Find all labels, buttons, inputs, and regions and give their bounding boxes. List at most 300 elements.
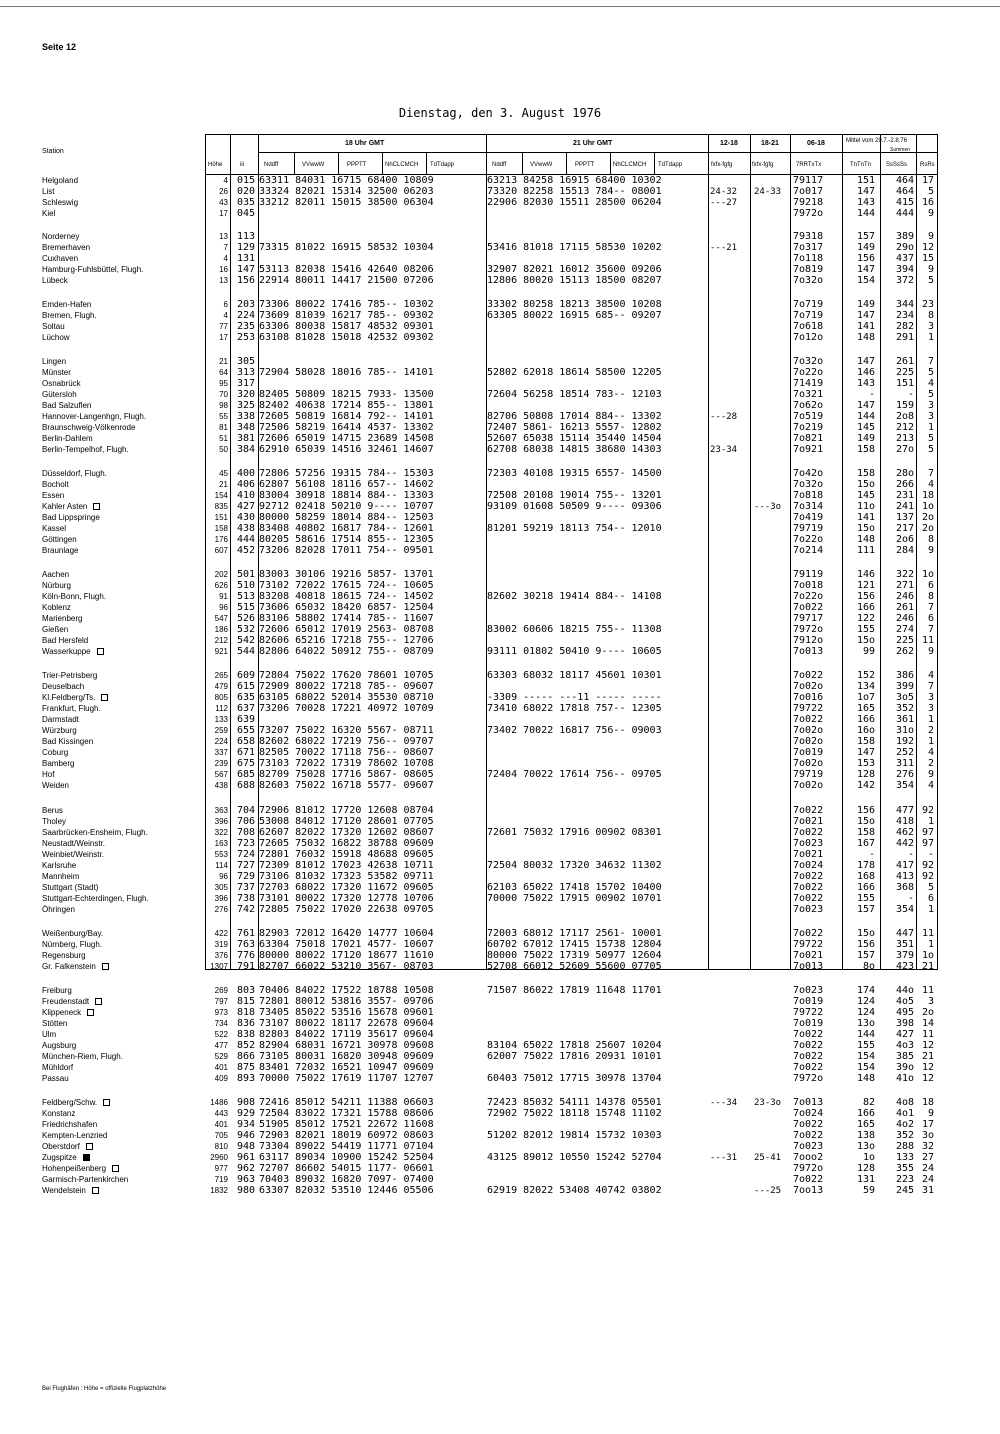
top-rule bbox=[0, 6, 1000, 7]
station-number: 962 bbox=[237, 1163, 256, 1174]
sum-r: 2o bbox=[921, 523, 934, 534]
obs-0618: 7o017 bbox=[793, 186, 824, 197]
station-height: 265 bbox=[214, 671, 228, 680]
sum-s: 477 bbox=[895, 805, 914, 816]
sum-r: 9 bbox=[927, 1108, 934, 1119]
station-height: 7 bbox=[223, 243, 228, 252]
station-number: 761 bbox=[237, 928, 256, 939]
sum-s: 231 bbox=[895, 490, 914, 501]
mean-tn: 59 bbox=[862, 1185, 875, 1196]
mean-tn: 154 bbox=[856, 275, 875, 286]
station-height: 734 bbox=[214, 1019, 228, 1028]
station-number: 818 bbox=[237, 1007, 256, 1018]
station-name: Lübeck bbox=[42, 276, 68, 285]
station-height: 21 bbox=[219, 357, 228, 366]
obs-18-utc: 73206 82028 17011 754-- 09501 bbox=[259, 545, 434, 556]
sum-s: 29o bbox=[895, 242, 914, 253]
nh-header-21: NhCLCMCH bbox=[613, 162, 647, 168]
mountain-station-marker bbox=[86, 1143, 93, 1150]
obs-0618: 7o022 bbox=[793, 805, 824, 816]
obs-21-utc: -3309 ----- ---11 ----- ----- bbox=[487, 692, 662, 703]
obs-0618: 7o22o bbox=[793, 591, 824, 602]
gust-1218: ---28 bbox=[710, 412, 738, 422]
sum-r: 9 bbox=[927, 231, 934, 242]
obs-21-utc: 72604 56258 18514 783-- 12103 bbox=[487, 389, 662, 400]
obs-21-utc: 51202 82012 19814 15732 10303 bbox=[487, 1130, 662, 1141]
mean-tn: 155 bbox=[856, 1040, 875, 1051]
gust-1218: ---34 bbox=[710, 1098, 738, 1108]
sum-r: 9 bbox=[927, 545, 934, 556]
station-height: 154 bbox=[214, 491, 228, 500]
ppptt-header-21: PPPTT bbox=[575, 162, 595, 168]
obs-18-utc: 63105 68022 52014 35530 08710 bbox=[259, 692, 434, 703]
station-height: 95 bbox=[219, 379, 228, 388]
sum-s: 423 bbox=[895, 961, 914, 972]
sum-s: 4o1 bbox=[895, 1108, 914, 1119]
station-height: 322 bbox=[214, 828, 228, 837]
station-height: 91 bbox=[219, 592, 228, 601]
mean-tn: 145 bbox=[856, 490, 875, 501]
obs-0618: 7o013 bbox=[793, 646, 824, 657]
obs-18-utc: 73315 81022 16915 58532 10304 bbox=[259, 242, 434, 253]
sum-s: 4o5 bbox=[895, 996, 914, 1007]
sum-s: 31o bbox=[895, 725, 914, 736]
station-name: Bad Kissingen bbox=[42, 737, 94, 746]
station-number: 866 bbox=[237, 1051, 256, 1062]
station-name: Essen bbox=[42, 491, 65, 500]
obs-21-utc: 60702 67012 17415 15738 12804 bbox=[487, 939, 662, 950]
station-name: Weinbiet/Weinstr. bbox=[42, 850, 104, 859]
station-name: Wasserkuppe bbox=[42, 647, 104, 656]
obs-18-utc: 72804 75022 17620 78601 10705 bbox=[259, 670, 434, 681]
station-name: Deuselbach bbox=[42, 682, 85, 691]
station-number: 948 bbox=[237, 1141, 256, 1152]
mean-tn: 154 bbox=[856, 1062, 875, 1073]
mean-tn: 154 bbox=[856, 1051, 875, 1062]
station-number: 384 bbox=[237, 444, 256, 455]
obs-18-utc: 82405 50809 18215 7933- 13500 bbox=[259, 389, 434, 400]
sum-r: 97 bbox=[921, 827, 934, 838]
sum-r: 2 bbox=[927, 758, 934, 769]
obs-0618: 7o219 bbox=[793, 422, 824, 433]
obs-0618: 7o62o bbox=[793, 400, 824, 411]
station-height: 259 bbox=[214, 726, 228, 735]
station-height: 45 bbox=[219, 469, 228, 478]
sum-s: 261 bbox=[895, 356, 914, 367]
sum-r: 5 bbox=[927, 882, 934, 893]
sum-s: 444 bbox=[895, 208, 914, 219]
station-number: 532 bbox=[237, 624, 256, 635]
obs-18-utc: 51905 85012 17521 22672 11608 bbox=[259, 1119, 434, 1130]
mean-tn: 124 bbox=[856, 996, 875, 1007]
sum-s: 284 bbox=[895, 545, 914, 556]
sum-s: 28o bbox=[895, 468, 914, 479]
sum-s: 354 bbox=[895, 780, 914, 791]
sum-r: 8 bbox=[927, 534, 934, 545]
obs-18-utc: 82505 70022 17118 756-- 08607 bbox=[259, 747, 434, 758]
station-height: 186 bbox=[214, 625, 228, 634]
mean-tn: 151 bbox=[856, 175, 875, 186]
station-height: 112 bbox=[215, 704, 228, 713]
sum-s: 413 bbox=[895, 871, 914, 882]
obs-18-utc: 70406 84022 17522 18788 10508 bbox=[259, 985, 434, 996]
station-number: 742 bbox=[237, 904, 256, 915]
sum-s: 41o bbox=[895, 1073, 914, 1084]
obs-0618: 7o317 bbox=[793, 242, 824, 253]
sum-s: 27o bbox=[895, 444, 914, 455]
sum-r: 97 bbox=[921, 838, 934, 849]
mean-tn: 121 bbox=[856, 580, 875, 591]
mean-tn: 149 bbox=[856, 299, 875, 310]
sum-s: 217 bbox=[895, 523, 914, 534]
sum-r: - bbox=[927, 849, 934, 860]
station-height: 269 bbox=[214, 986, 228, 995]
obs-0618: 7o024 bbox=[793, 860, 824, 871]
sum-s: - bbox=[907, 389, 914, 400]
col-divider bbox=[382, 152, 383, 174]
station-number: 946 bbox=[237, 1130, 256, 1141]
sum-s: 311 bbox=[895, 758, 914, 769]
obs-18-utc: 73106 81032 17323 53582 09711 bbox=[259, 871, 434, 882]
obs-21-utc: 73402 70022 16817 756-- 09003 bbox=[487, 725, 662, 736]
station-height: 13 bbox=[219, 232, 228, 241]
station-height: 176 bbox=[214, 535, 228, 544]
obs-21-utc: 70000 75022 17915 00902 10701 bbox=[487, 893, 662, 904]
sum-s: 385 bbox=[895, 1051, 914, 1062]
obs-18-utc: 82606 65216 17218 755-- 12706 bbox=[259, 635, 434, 646]
obs-0618: 7o618 bbox=[793, 321, 824, 332]
mean-tn: - bbox=[868, 849, 875, 860]
obs-18-utc: 73103 72022 17319 78602 10708 bbox=[259, 758, 434, 769]
mean-tn: 15o bbox=[856, 816, 875, 827]
station-height: 64 bbox=[219, 368, 228, 377]
mean-tn: 158 bbox=[856, 736, 875, 747]
station-number: 510 bbox=[237, 580, 256, 591]
sum-r: 6 bbox=[927, 893, 934, 904]
sum-r: 92 bbox=[921, 805, 934, 816]
station-height: 319 bbox=[214, 940, 228, 949]
sum-r: 6 bbox=[927, 580, 934, 591]
station-number: 113 bbox=[237, 231, 256, 242]
station-height: 719 bbox=[214, 1175, 228, 1184]
sum-r: 1 bbox=[927, 714, 934, 725]
obs-18-utc: 72605 75032 16822 38788 09609 bbox=[259, 838, 434, 849]
sum-s: 192 bbox=[895, 736, 914, 747]
sum-r: 4 bbox=[927, 780, 934, 791]
station-height: 401 bbox=[214, 1063, 228, 1072]
sum-r: 3 bbox=[927, 703, 934, 714]
obs-0618: 7o02o bbox=[793, 758, 824, 769]
station-name: Trier-Petrisberg bbox=[42, 671, 98, 680]
station-number: 513 bbox=[237, 591, 256, 602]
obs-0618: 7o321 bbox=[793, 389, 824, 400]
station-name: List bbox=[42, 187, 55, 196]
station-number: 908 bbox=[237, 1097, 256, 1108]
station-number: 727 bbox=[237, 860, 256, 871]
obs-18-utc: 73206 70028 17221 40972 10709 bbox=[259, 703, 434, 714]
col-divider bbox=[486, 134, 487, 970]
col-divider bbox=[610, 152, 611, 174]
obs-0618: 7o023 bbox=[793, 904, 824, 915]
mean-tn: 148 bbox=[856, 534, 875, 545]
obs-21-utc: 83104 65022 17818 25607 10204 bbox=[487, 1040, 662, 1051]
sum-r: 92 bbox=[921, 860, 934, 871]
station-height: 921 bbox=[214, 647, 228, 656]
mean-tn: 166 bbox=[856, 714, 875, 725]
station-name: Wendelstein bbox=[42, 1186, 99, 1195]
obs-18-utc: 72904 58028 18016 785-- 14101 bbox=[259, 367, 434, 378]
sum-s: 361 bbox=[895, 714, 914, 725]
station-name: München-Riem, Flugh. bbox=[42, 1052, 123, 1061]
mean-tn: 157 bbox=[856, 231, 875, 242]
gust-1821: 25-41 bbox=[754, 1153, 782, 1163]
sum-s: 368 bbox=[895, 882, 914, 893]
obs-18-utc: 63108 81028 15018 42532 09302 bbox=[259, 332, 434, 343]
station-name: Stötten bbox=[42, 1019, 68, 1028]
station-number: 852 bbox=[237, 1040, 256, 1051]
station-name: Öhringen bbox=[42, 905, 75, 914]
station-name: Hamburg-Fuhlsbüttel, Flugh. bbox=[42, 265, 144, 274]
obs-18-utc: 82709 75028 17716 5867- 08605 bbox=[259, 769, 434, 780]
obs-0618: 7o013 bbox=[793, 961, 824, 972]
mean-tn: 149 bbox=[856, 242, 875, 253]
sum-r: 11 bbox=[921, 1029, 934, 1040]
obs-21-utc: 93109 01608 50509 9---- 09306 bbox=[487, 501, 662, 512]
obs-0618: 7o016 bbox=[793, 692, 824, 703]
station-name: Klippeneck bbox=[42, 1008, 94, 1017]
obs-18-utc: 72805 75022 17020 22638 09705 bbox=[259, 904, 434, 915]
station-height: 438 bbox=[214, 781, 228, 790]
obs-21-utc: 62919 82022 53408 40742 03802 bbox=[487, 1185, 662, 1196]
mean-tn: 156 bbox=[856, 939, 875, 950]
obs-21-utc: 63303 68032 18117 45601 10301 bbox=[487, 670, 662, 681]
obs-18-utc: 70403 89032 16820 7097- 07400 bbox=[259, 1174, 434, 1185]
station-height: 797 bbox=[214, 997, 228, 1006]
mountain-station-marker bbox=[97, 648, 104, 655]
station-height: 13 bbox=[219, 276, 228, 285]
sum-s: 266 bbox=[895, 479, 914, 490]
station-height: 276 bbox=[214, 905, 228, 914]
obs-18-utc: 72606 65019 14715 23689 14508 bbox=[259, 433, 434, 444]
sum-s: 252 bbox=[895, 747, 914, 758]
mean-tn: 155 bbox=[856, 893, 875, 904]
obs-21-utc: 72303 40108 19315 6557- 14500 bbox=[487, 468, 662, 479]
station-name: Neustadt/Weinstr. bbox=[42, 839, 105, 848]
sum-r: 27 bbox=[921, 1152, 934, 1163]
station-number: 452 bbox=[237, 545, 256, 556]
mean-tn: 147 bbox=[856, 400, 875, 411]
station-name: Norderney bbox=[42, 232, 80, 241]
obs-18-utc: 72309 81012 17023 42638 10711 bbox=[259, 860, 434, 871]
sum-s: 261 bbox=[895, 602, 914, 613]
station-name: Hof bbox=[42, 770, 55, 779]
obs-0618: 7o021 bbox=[793, 849, 824, 860]
mean-tn: 124 bbox=[856, 1007, 875, 1018]
sum-r: 17 bbox=[921, 1119, 934, 1130]
sum-s: 151 bbox=[895, 378, 914, 389]
mean-tn: 1o7 bbox=[856, 692, 875, 703]
station-name: Gütersloh bbox=[42, 390, 77, 399]
obs-18-utc: 72416 85012 54211 11388 06603 bbox=[259, 1097, 434, 1108]
obs-18-utc: 82603 75022 16718 5577- 09607 bbox=[259, 780, 434, 791]
sum-s: 245 bbox=[895, 1185, 914, 1196]
obs-18-utc: 82803 84022 17119 35617 09604 bbox=[259, 1029, 434, 1040]
sum-r: 7 bbox=[927, 356, 934, 367]
station-name: Weiden bbox=[42, 781, 69, 790]
mean-tn: 146 bbox=[856, 367, 875, 378]
station-name: Cuxhaven bbox=[42, 254, 79, 263]
sum-s: 379 bbox=[895, 950, 914, 961]
mountain-station-marker bbox=[93, 503, 100, 510]
mean-tn: 157 bbox=[856, 904, 875, 915]
station-number: 526 bbox=[237, 613, 256, 624]
sum-r: 2 bbox=[927, 725, 934, 736]
obs-18-utc: 72606 65012 17019 2563- 08708 bbox=[259, 624, 434, 635]
obs-21-utc: 72504 80032 17320 34632 11302 bbox=[487, 860, 662, 871]
tn-header: TnTnTn bbox=[850, 162, 872, 168]
gust-1218: ---27 bbox=[710, 198, 738, 208]
mean-tn: 158 bbox=[856, 827, 875, 838]
obs-0618: 7o02o bbox=[793, 681, 824, 692]
sum-r: 8 bbox=[927, 591, 934, 602]
station-name: Mannheim bbox=[42, 872, 80, 881]
station-number: 961 bbox=[237, 1152, 256, 1163]
sum-s: 241 bbox=[895, 501, 914, 512]
station-number: 658 bbox=[237, 736, 256, 747]
station-height: 529 bbox=[214, 1052, 228, 1061]
station-name: Kahler Asten bbox=[42, 502, 100, 511]
range-1218-header: 12-18 bbox=[720, 140, 738, 147]
sum-r: 9 bbox=[927, 264, 934, 275]
sum-r: 92 bbox=[921, 871, 934, 882]
obs-18-utc: 62607 82022 17320 12602 08607 bbox=[259, 827, 434, 838]
station-name: Freudenstadt bbox=[42, 997, 102, 1006]
mean-tn: 158 bbox=[856, 444, 875, 455]
obs-0618: 7o023 bbox=[793, 1141, 824, 1152]
sum-r: 3 bbox=[927, 400, 934, 411]
station-number: 015 bbox=[237, 175, 256, 186]
sum-r: 17 bbox=[921, 175, 934, 186]
mean-tn: 82 bbox=[862, 1097, 875, 1108]
station-height: 17 bbox=[219, 209, 228, 218]
mean-tn: 149 bbox=[856, 433, 875, 444]
station-name: Braunlage bbox=[42, 546, 79, 555]
station-number: 706 bbox=[237, 816, 256, 827]
sum-r: 7 bbox=[927, 681, 934, 692]
mean-tn: 158 bbox=[856, 468, 875, 479]
sum-s: 394 bbox=[895, 264, 914, 275]
mean-tn: 15o bbox=[856, 928, 875, 939]
obs-0618: 7o022 bbox=[793, 871, 824, 882]
height-header: Höhe bbox=[208, 162, 223, 168]
sum-s: 351 bbox=[895, 939, 914, 950]
station-height: 158 bbox=[214, 524, 228, 533]
station-name: Gr. Falkenstein bbox=[42, 962, 109, 971]
obs-21-utc: 83002 60606 18215 755-- 11308 bbox=[487, 624, 662, 635]
station-number: 515 bbox=[237, 602, 256, 613]
station-number: 708 bbox=[237, 827, 256, 838]
obs-18-utc: 62807 56108 18116 657-- 14602 bbox=[259, 479, 434, 490]
mean-tn: 111 bbox=[856, 545, 875, 556]
mean-tn: 99 bbox=[862, 646, 875, 657]
station-number: 348 bbox=[237, 422, 256, 433]
range-0618-header: 06-18 bbox=[807, 140, 825, 147]
sum-s: 462 bbox=[895, 827, 914, 838]
station-height: 6 bbox=[223, 300, 228, 309]
s-header: SsSsSs bbox=[886, 162, 908, 168]
station-height: 16 bbox=[219, 265, 228, 274]
sum-s: 2o8 bbox=[895, 411, 914, 422]
station-height: 55 bbox=[219, 412, 228, 421]
sum-r: 9 bbox=[927, 769, 934, 780]
sum-r: 5 bbox=[927, 444, 934, 455]
sum-r: 32 bbox=[921, 1141, 934, 1152]
obs-0618: 7o12o bbox=[793, 332, 824, 343]
sum-s: 137 bbox=[895, 512, 914, 523]
obs-0618: 7o019 bbox=[793, 747, 824, 758]
obs-0618: 7o022 bbox=[793, 670, 824, 681]
station-name: Gießen bbox=[42, 625, 69, 634]
obs-18-utc: 70000 75022 17619 11707 12707 bbox=[259, 1073, 434, 1084]
obs-0618: 7o02o bbox=[793, 736, 824, 747]
footnote: Bei Flughäfen : Höhe = offizielle Flugplatzhöhe bbox=[42, 1386, 167, 1392]
obs-0618: 7972o bbox=[793, 1073, 824, 1084]
obs-18-utc: 83106 58802 17414 785-- 11607 bbox=[259, 613, 434, 624]
sum-r: 12 bbox=[921, 1073, 934, 1084]
mean-tn: 141 bbox=[856, 512, 875, 523]
station-height: 2960 bbox=[210, 1153, 228, 1162]
sum-r: 4 bbox=[927, 670, 934, 681]
obs-18-utc: 82903 72012 16420 14777 10604 bbox=[259, 928, 434, 939]
obs-18-utc: 80000 58259 18014 884-- 12503 bbox=[259, 512, 434, 523]
group-18-header: 18 Uhr GMT bbox=[345, 140, 385, 147]
sum-s: 389 bbox=[895, 231, 914, 242]
obs-18-utc: 72801 80012 53816 3557- 09706 bbox=[259, 996, 434, 1007]
sum-s: 399 bbox=[895, 681, 914, 692]
station-height: 401 bbox=[214, 1120, 228, 1129]
mean-tn: 152 bbox=[856, 670, 875, 681]
sum-r: 3 bbox=[927, 321, 934, 332]
station-height: 567 bbox=[214, 770, 228, 779]
mean-tn: 143 bbox=[856, 378, 875, 389]
obs-0618: 7o719 bbox=[793, 310, 824, 321]
station-name: Karlsruhe bbox=[42, 861, 77, 870]
page-number: Seite 12 bbox=[42, 42, 77, 52]
station-number: 501 bbox=[237, 569, 256, 580]
station-name: Mühldorf bbox=[42, 1063, 74, 1072]
obs-21-utc: 22906 82030 15511 28500 06204 bbox=[487, 197, 662, 208]
station-name: Lingen bbox=[42, 357, 67, 366]
sum-s: 4o3 bbox=[895, 1040, 914, 1051]
obs-18-utc: 73609 81039 16217 785-- 09302 bbox=[259, 310, 434, 321]
obs-21-utc: 73320 82258 15513 784-- 08001 bbox=[487, 186, 662, 197]
station-number: 763 bbox=[237, 939, 256, 950]
obs-18-utc: 82707 66022 53210 3567- 08703 bbox=[259, 961, 434, 972]
col-divider bbox=[708, 134, 709, 970]
station-number: 338 bbox=[237, 411, 256, 422]
obs-0618: 7o022 bbox=[793, 1029, 824, 1040]
obs-0618: 7972o bbox=[793, 208, 824, 219]
obs-18-utc: 72703 68022 17320 11672 09605 bbox=[259, 882, 434, 893]
station-number: 929 bbox=[237, 1108, 256, 1119]
station-name: Berus bbox=[42, 806, 63, 815]
sum-s: 464 bbox=[895, 186, 914, 197]
station-name: Bamberg bbox=[42, 759, 75, 768]
obs-21-utc: 33302 80258 18213 38500 10208 bbox=[487, 299, 662, 310]
obs-21-utc: 32907 82021 16012 35600 09206 bbox=[487, 264, 662, 275]
mittel-header: Mittel vom 29.7.-2.8.76 bbox=[846, 138, 908, 144]
sum-r: 3 bbox=[927, 996, 934, 1007]
